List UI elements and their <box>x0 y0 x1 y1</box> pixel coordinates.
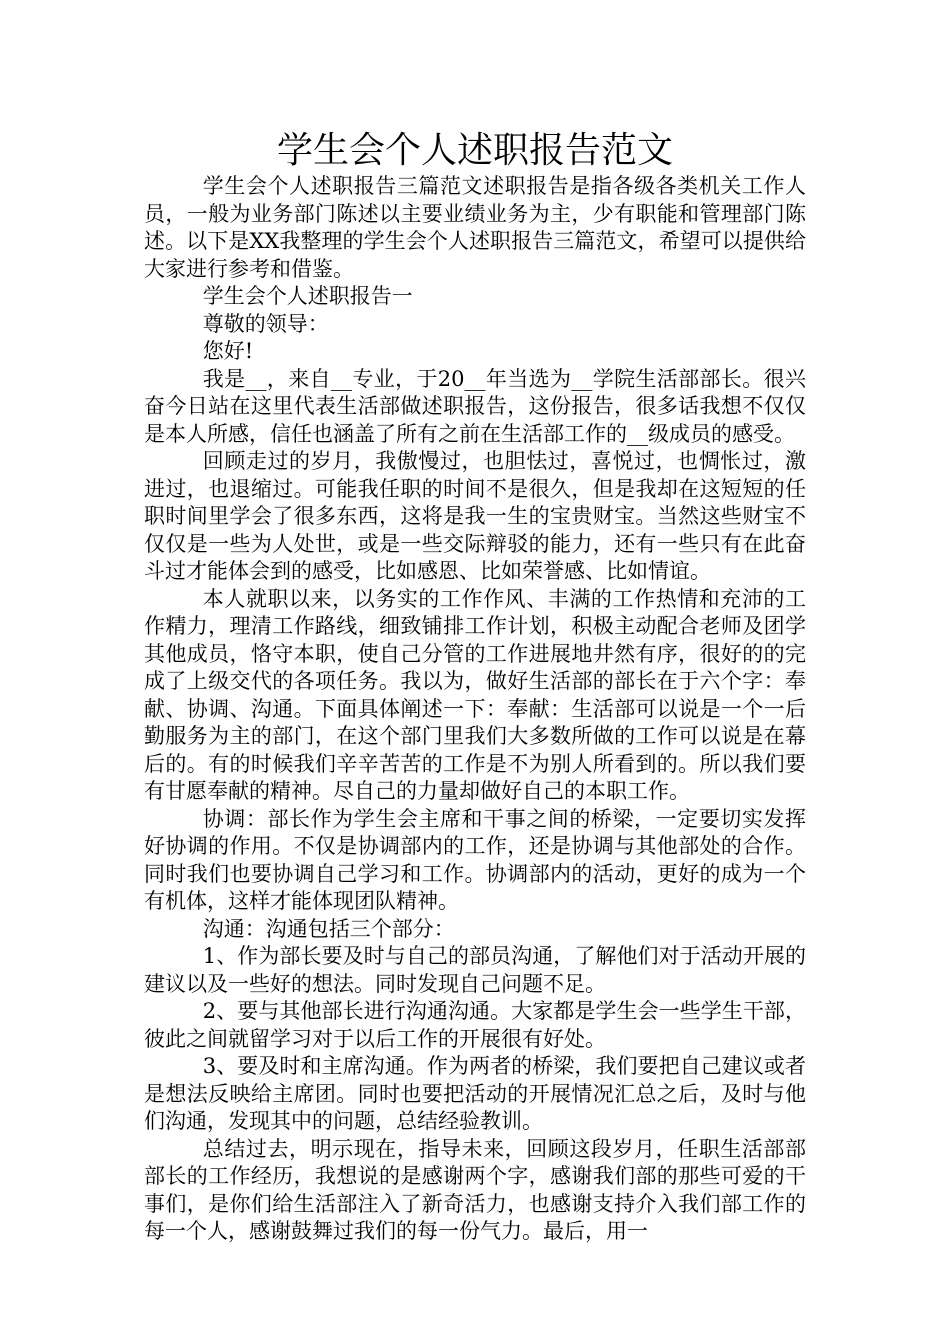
paragraph-review: 回顾走过的岁月，我傲慢过，也胆怯过，喜悦过，也惆怅过，激进过，也退缩过。可能我任职的时间不是很久，但是我却在这短短的任职时间里学会了很多东西，这将是我一生的宝贵财宝。当然这些财宝不仅仅是一些为人处世，或是一些交际辩驳的能力，还有一些只有在此奋斗过才能体会到的感受，比如感恩、比如荣誉感、比如情谊。 <box>144 449 806 583</box>
paragraph-greeting: 您好! <box>202 339 254 363</box>
paragraph-communication-item-2: 2、要与其他部长进行沟通沟通。大家都是学生会一些学生干部，彼此之间就留学习对于以后工作的开展很有好处。 <box>144 999 806 1051</box>
paragraph-coordination: 协调：部长作为学生会主席和干事之间的桥梁，一定要切实发挥好协调的作用。不仅是协调部内的工作，还是协调与其他部处的合作。同时我们也要协调自己学习和工作。协调部内的活动，更好的成为一个有机体，这样才能体现团队精神。 <box>144 806 806 913</box>
document-body <box>144 173 806 1246</box>
paragraph-salutation: 尊敬的领导： <box>202 311 329 336</box>
paragraph-work-summary: 本人就职以来，以务实的工作作风、丰满的工作热情和充沛的工作精力，理清工作路线，细致铺排工作计划，积极主动配合老师及团学其他成员，恪守本职，使自己分管的工作进展地井然有序，很好的的完成了上级交代的各项任务。我以为，做好生活部的部长在于六个字：奉献、协调、沟通。下面具体阐述一下：奉献：生活部可以说是一个一后勤服务为主的部门，在这个部门里我们大多数所做的工作可以说是在幕后的。有的时候我们辛辛苦苦的工作是不为别人所看到的。所以我们要有甘愿奉献的精神。尽自己的力量却做好自己的本职工作。 <box>144 586 806 803</box>
paragraph-communication-item-1: 1、作为部长要及时与自己的部员沟通，了解他们对于活动开展的建议以及一些好的想法。同时发现自己问题不足。 <box>144 944 806 996</box>
paragraph-self-introduction: 我是__，来自__专业，于20__年当选为__学院生活部部长。很兴奋今日站在这里代表生活部做述职报告，这份报告，很多话我想不仅仅是本人所感，信任也涵盖了所有之前在生活部工作的__级成员的感受。 <box>144 366 806 446</box>
paragraph-conclusion: 总结过去，明示现在，指导未来，回顾这段岁月，任职生活部部部长的工作经历，我想说的是感谢两个字，感谢我们部的那些可爱的干事们，是你们给生活部注入了新奇活力，也感谢支持介入我们部工作的每一个人，感谢鼓舞过我们的每一份气力。最后，用一 <box>144 1136 806 1243</box>
paragraph-section-heading: 学生会个人述职报告一 <box>202 284 413 308</box>
paragraph-communication-item-3: 3、要及时和主席沟通。作为两者的桥梁，我们要把自己建议或者是想法反映给主席团。同时也要把活动的开展情况汇总之后，及时与他们沟通，发现其中的问题，总结经验教训。 <box>144 1054 806 1133</box>
paragraph-intro: 学生会个人述职报告三篇范文述职报告是指各级各类机关工作人员，一般为业务部门陈述以主要业绩业务为主，少有职能和管理部门陈述。以下是XX我整理的学生会个人述职报告三篇范文，希望可以提供给大家进行参考和借鉴。 <box>144 174 806 281</box>
document-title: 学生会个人述职报告范文 <box>276 130 673 171</box>
paragraph-communication-heading: 沟通：沟通包括三个部分： <box>202 916 455 941</box>
